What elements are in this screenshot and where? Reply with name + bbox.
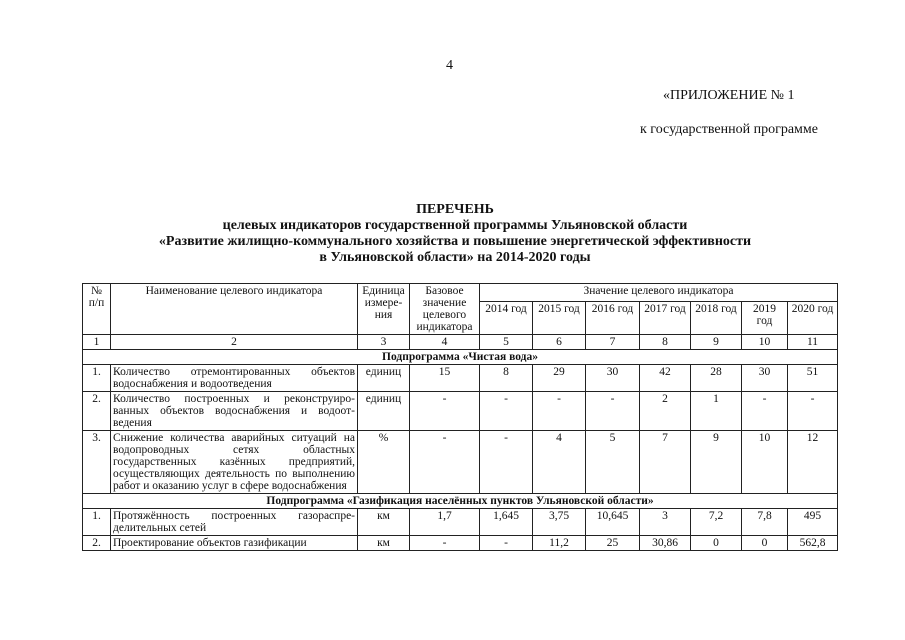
- row-value: 7: [640, 431, 691, 494]
- row-value: 0: [742, 536, 788, 551]
- row-value: 10: [742, 431, 788, 494]
- row-num: 3.: [83, 431, 111, 494]
- page-number: 4: [446, 58, 453, 73]
- row-value: 29: [533, 365, 586, 392]
- row-base: 1,7: [410, 509, 480, 536]
- header-name: Наименование целевого индикатора: [111, 284, 358, 335]
- row-value: 42: [640, 365, 691, 392]
- row-value: 7,8: [742, 509, 788, 536]
- row-value: -: [480, 392, 533, 431]
- row-base: 15: [410, 365, 480, 392]
- header-base: Базовое значение целевого индикатора: [410, 284, 480, 335]
- header-year: 2015 год: [533, 302, 586, 335]
- row-value: -: [788, 392, 838, 431]
- section-title: Подпрограмма «Газификация населённых пунктов Ульяновской области»: [83, 494, 838, 509]
- row-name: Протяжённость построенных газораспре-делительных сетей: [111, 509, 358, 536]
- column-number: 3: [358, 335, 410, 350]
- row-name: Снижение количества аварийных ситуаций на водопроводных сетях областных государственных казённых предприятий, осуществляющих деятельность по выполнению работ и оказанию услуг в сфере водоснабжения: [111, 431, 358, 494]
- row-value: -: [533, 392, 586, 431]
- row-num: 1.: [83, 365, 111, 392]
- header-year: 2016 год: [586, 302, 640, 335]
- row-base: -: [410, 392, 480, 431]
- column-number: 5: [480, 335, 533, 350]
- header-year: 2017 год: [640, 302, 691, 335]
- row-unit: %: [358, 431, 410, 494]
- row-value: -: [480, 536, 533, 551]
- row-base: -: [410, 431, 480, 494]
- indicators-table: [82, 283, 838, 551]
- row-unit: единиц: [358, 365, 410, 392]
- row-value: 30: [742, 365, 788, 392]
- column-number: 9: [691, 335, 742, 350]
- row-name: Проектирование объектов газификации: [111, 536, 358, 551]
- row-value: 5: [586, 431, 640, 494]
- row-value: 7,2: [691, 509, 742, 536]
- row-unit: км: [358, 509, 410, 536]
- row-name: Количество построенных и реконструиро-ванных объектов водоснабжения и водоот-ведения: [111, 392, 358, 431]
- column-number: 1: [83, 335, 111, 350]
- row-name: Количество отремонтированных объектов водоснабжения и водоотведения: [111, 365, 358, 392]
- table-row: [83, 365, 838, 392]
- document-title-line-4: в Ульяновской области» на 2014-2020 годы: [319, 250, 591, 265]
- row-value: 562,8: [788, 536, 838, 551]
- column-number: 7: [586, 335, 640, 350]
- column-number: 2: [111, 335, 358, 350]
- header-unit: Единица измере-ния: [358, 284, 410, 335]
- row-value: 25: [586, 536, 640, 551]
- row-value: 4: [533, 431, 586, 494]
- table-row: [83, 509, 838, 536]
- column-number: 10: [742, 335, 788, 350]
- row-num: 2.: [83, 536, 111, 551]
- header-year: 2019 год: [742, 302, 788, 335]
- row-value: 51: [788, 365, 838, 392]
- row-num: 2.: [83, 392, 111, 431]
- row-value: 3: [640, 509, 691, 536]
- table-row: [83, 392, 838, 431]
- row-value: -: [742, 392, 788, 431]
- column-number: 8: [640, 335, 691, 350]
- row-value: 1,645: [480, 509, 533, 536]
- row-value: 30: [586, 365, 640, 392]
- header-year: 2018 год: [691, 302, 742, 335]
- header-values-group: Значение целевого индикатора: [480, 284, 838, 302]
- row-value: 8: [480, 365, 533, 392]
- row-base: -: [410, 536, 480, 551]
- document-title-line-2: целевых индикаторов государственной программы Ульяновской области: [222, 218, 688, 233]
- header-year: 2020 год: [788, 302, 838, 335]
- row-value: 11,2: [533, 536, 586, 551]
- row-value: 1: [691, 392, 742, 431]
- row-unit: единиц: [358, 392, 410, 431]
- row-value: 10,645: [586, 509, 640, 536]
- row-value: -: [480, 431, 533, 494]
- row-num: 1.: [83, 509, 111, 536]
- header-row: [83, 284, 838, 302]
- section-row-gasification: [83, 494, 838, 509]
- column-numbers-row: [83, 335, 838, 350]
- header-year: 2014 год: [480, 302, 533, 335]
- appendix-subtitle: к государственной программе: [640, 122, 818, 137]
- row-value: 2: [640, 392, 691, 431]
- row-value: 28: [691, 365, 742, 392]
- header-num: № п/п: [83, 284, 111, 335]
- row-value: 9: [691, 431, 742, 494]
- column-number: 4: [410, 335, 480, 350]
- row-value: 0: [691, 536, 742, 551]
- document-title: ПЕРЕЧЕНЬ: [416, 202, 494, 217]
- column-number: 11: [788, 335, 838, 350]
- row-value: 3,75: [533, 509, 586, 536]
- section-title: Подпрограмма «Чистая вода»: [83, 350, 838, 365]
- document-title-line-3: «Развитие жилищно-коммунального хозяйства и повышение энергетической эффективности: [158, 234, 752, 249]
- appendix-title: «ПРИЛОЖЕНИЕ № 1: [663, 88, 795, 103]
- column-number: 6: [533, 335, 586, 350]
- row-value: 12: [788, 431, 838, 494]
- row-value: 30,86: [640, 536, 691, 551]
- table-row: [83, 431, 838, 494]
- row-unit: км: [358, 536, 410, 551]
- row-value: 495: [788, 509, 838, 536]
- table-row: [83, 536, 838, 551]
- row-value: -: [586, 392, 640, 431]
- section-row-clean-water: [83, 350, 838, 365]
